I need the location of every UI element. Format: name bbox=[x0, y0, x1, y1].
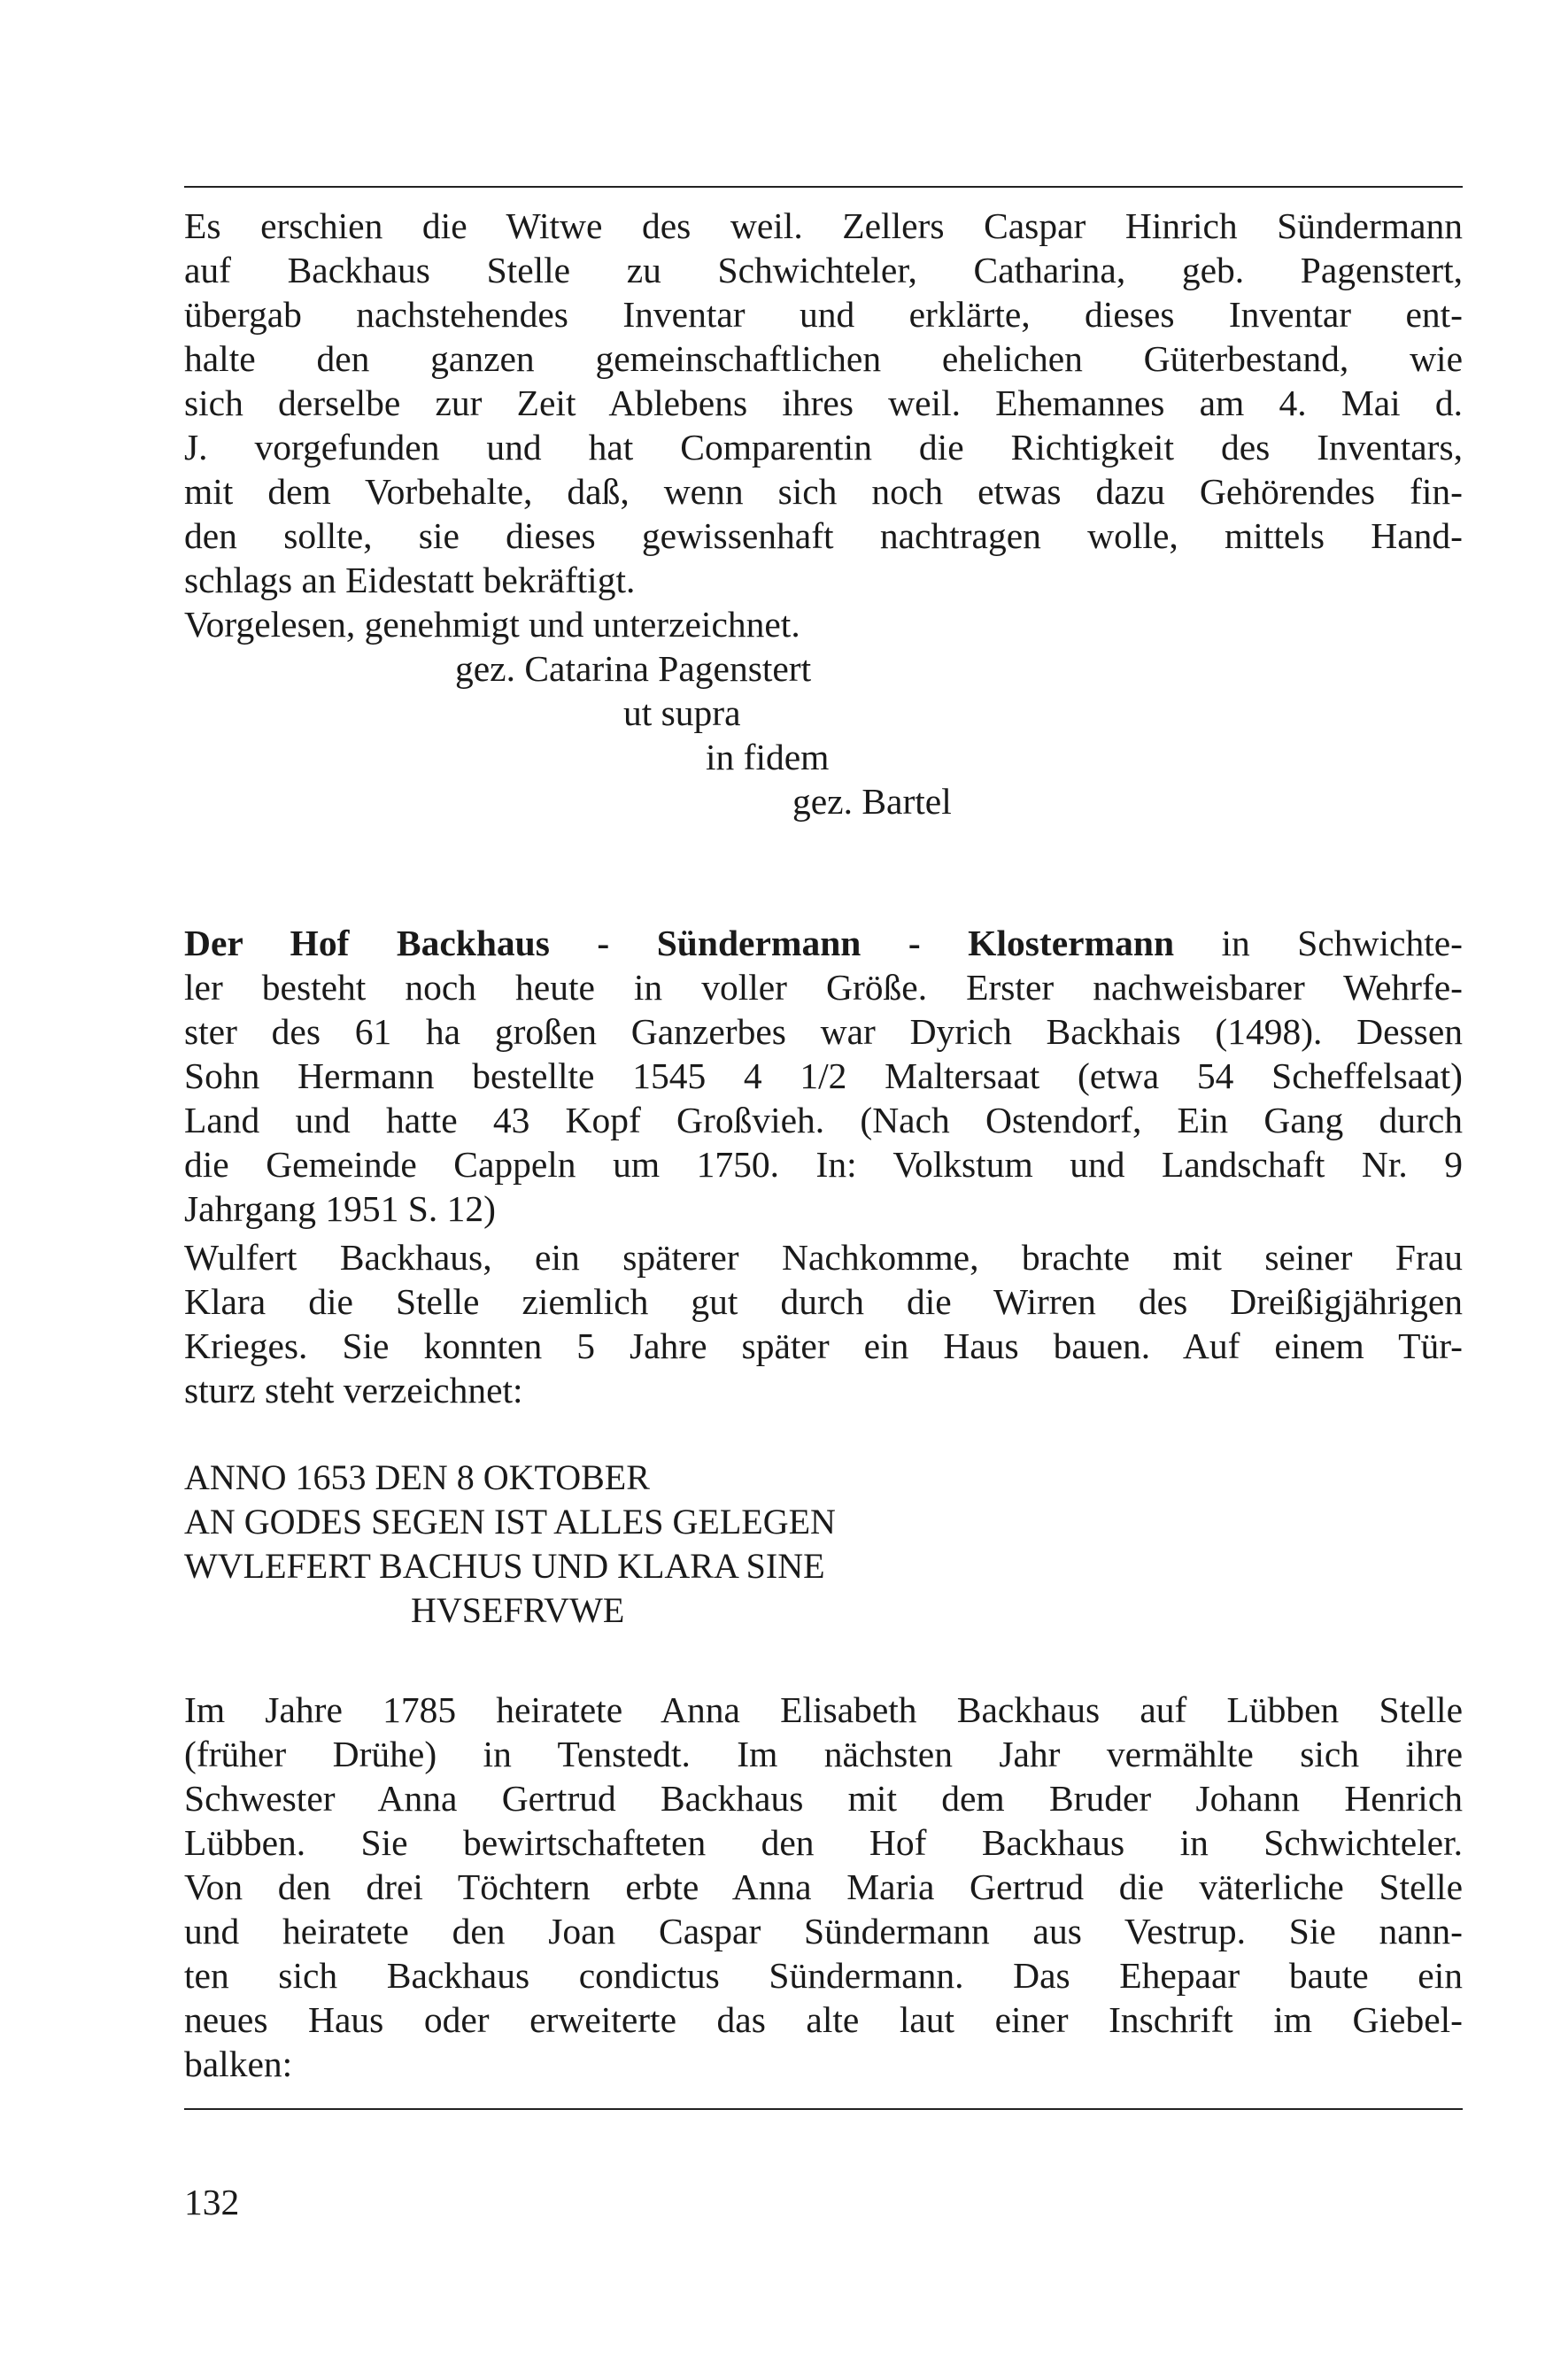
inscription-line: ANNO 1653 DEN 8 OKTOBER bbox=[184, 1457, 650, 1497]
signature-ut-supra: ut supra bbox=[623, 692, 741, 733]
text-line: ler besteht noch heute in voller Größe. Erster nachweisbarer Wehrfe- bbox=[184, 967, 1463, 1008]
paragraph-1785 bbox=[184, 1688, 1463, 2086]
inscription-line: WVLEFERT BACHUS UND KLARA SINE bbox=[184, 1546, 825, 1586]
paragraph-wulfert bbox=[184, 1235, 1463, 1412]
text-line: neues Haus oder erweiterte das alte laut einer Inschrift im Giebel- bbox=[184, 1999, 1463, 2040]
signature-bartel: gez. Bartel bbox=[792, 781, 952, 822]
text-line: schlags an Eidestatt bekräftigt. bbox=[184, 560, 636, 600]
text-line: auf Backhaus Stelle zu Schwichteler, Catharina, geb. Pagenstert, bbox=[184, 250, 1463, 290]
inscription bbox=[184, 1456, 1463, 1633]
text-line: Von den drei Töchtern erbte Anna Maria Gertrud die väterliche Stelle bbox=[184, 1866, 1463, 1907]
text-line: Lübben. Sie bewirtschafteten den Hof Backhaus in Schwichteler. bbox=[184, 1822, 1463, 1863]
text-line: den sollte, sie dieses gewissenhaft nachtragen wolle, mittels Hand- bbox=[184, 515, 1463, 556]
text-line: Klara die Stelle ziemlich gut durch die Wirren des Dreißigjährigen bbox=[184, 1281, 1463, 1322]
page-number: 132 bbox=[184, 2182, 240, 2222]
paragraph-hof-backhaus bbox=[184, 921, 1463, 1231]
text-line: und heiratete den Joan Caspar Sündermann aus Vestrup. Sie nann- bbox=[184, 1911, 1463, 1951]
text-line: Im Jahre 1785 heiratete Anna Elisabeth Backhaus auf Lübben Stelle bbox=[184, 1689, 1463, 1730]
heading-line-rest: in Schwichte- bbox=[1174, 923, 1463, 963]
signature-in-fidem: in fidem bbox=[706, 737, 830, 777]
text-line: (früher Drühe) in Tenstedt. Im nächsten Jahr vermählte sich ihre bbox=[184, 1734, 1463, 1774]
bottom-rule bbox=[184, 2108, 1463, 2110]
text-line: J. vorgefunden und hat Comparentin die Richtigkeit des Inventars, bbox=[184, 427, 1463, 468]
text-line: sich derselbe zur Zeit Ablebens ihres weil. Ehemannes am 4. Mai d. bbox=[184, 382, 1463, 423]
signature-pagenstert: gez. Catarina Pagenstert bbox=[455, 648, 812, 689]
text-line: Schwester Anna Gertrud Backhaus mit dem Bruder Johann Henrich bbox=[184, 1778, 1463, 1819]
text-line: ster des 61 ha großen Ganzerbes war Dyrich Backhais (1498). Dessen bbox=[184, 1011, 1463, 1052]
inscription-line: AN GODES SEGEN IST ALLES GELEGEN bbox=[184, 1502, 836, 1542]
text-line: mit dem Vorbehalte, daß, wenn sich noch etwas dazu Gehörendes fin- bbox=[184, 471, 1463, 512]
text-line: Krieges. Sie konnten 5 Jahre später ein Haus bauen. Auf einem Tür- bbox=[184, 1325, 1463, 1366]
text-line: Land und hatte 43 Kopf Großvieh. (Nach Ostendorf, Ein Gang durch bbox=[184, 1100, 1463, 1140]
text-line: Sohn Hermann bestellte 1545 4 1/2 Maltersaat (etwa 54 Scheffelsaat) bbox=[184, 1055, 1463, 1096]
text-line: sturz steht verzeichnet: bbox=[184, 1370, 523, 1410]
text-line: übergab nachstehendes Inventar und erklärte, dieses Inventar ent- bbox=[184, 294, 1463, 335]
text-line: balken: bbox=[184, 2044, 293, 2084]
text-line: die Gemeinde Cappeln um 1750. In: Volkstum und Landschaft Nr. 9 bbox=[184, 1144, 1463, 1185]
text-line: halte den ganzen gemeinschaftlichen ehelichen Güterbestand, wie bbox=[184, 338, 1463, 379]
text-line: Es erschien die Witwe des weil. Zellers Caspar Hinrich Sündermann bbox=[184, 205, 1463, 246]
paragraph-inventory bbox=[184, 204, 1463, 646]
inscription-line: HVSEFRVWE bbox=[411, 1590, 625, 1630]
bold-heading: Der Hof Backhaus - Sündermann - Klostermann bbox=[184, 923, 1175, 963]
text-line: Wulfert Backhaus, ein späterer Nachkomme, brachte mit seiner Frau bbox=[184, 1237, 1463, 1278]
top-rule bbox=[184, 186, 1463, 188]
text-line: Jahrgang 1951 S. 12) bbox=[184, 1188, 496, 1229]
text-line: ten sich Backhaus condictus Sündermann. Das Ehepaar baute ein bbox=[184, 1955, 1463, 1996]
closing-line: Vorgelesen, genehmigt und unterzeichnet. bbox=[184, 604, 800, 645]
text-line bbox=[184, 921, 1463, 965]
